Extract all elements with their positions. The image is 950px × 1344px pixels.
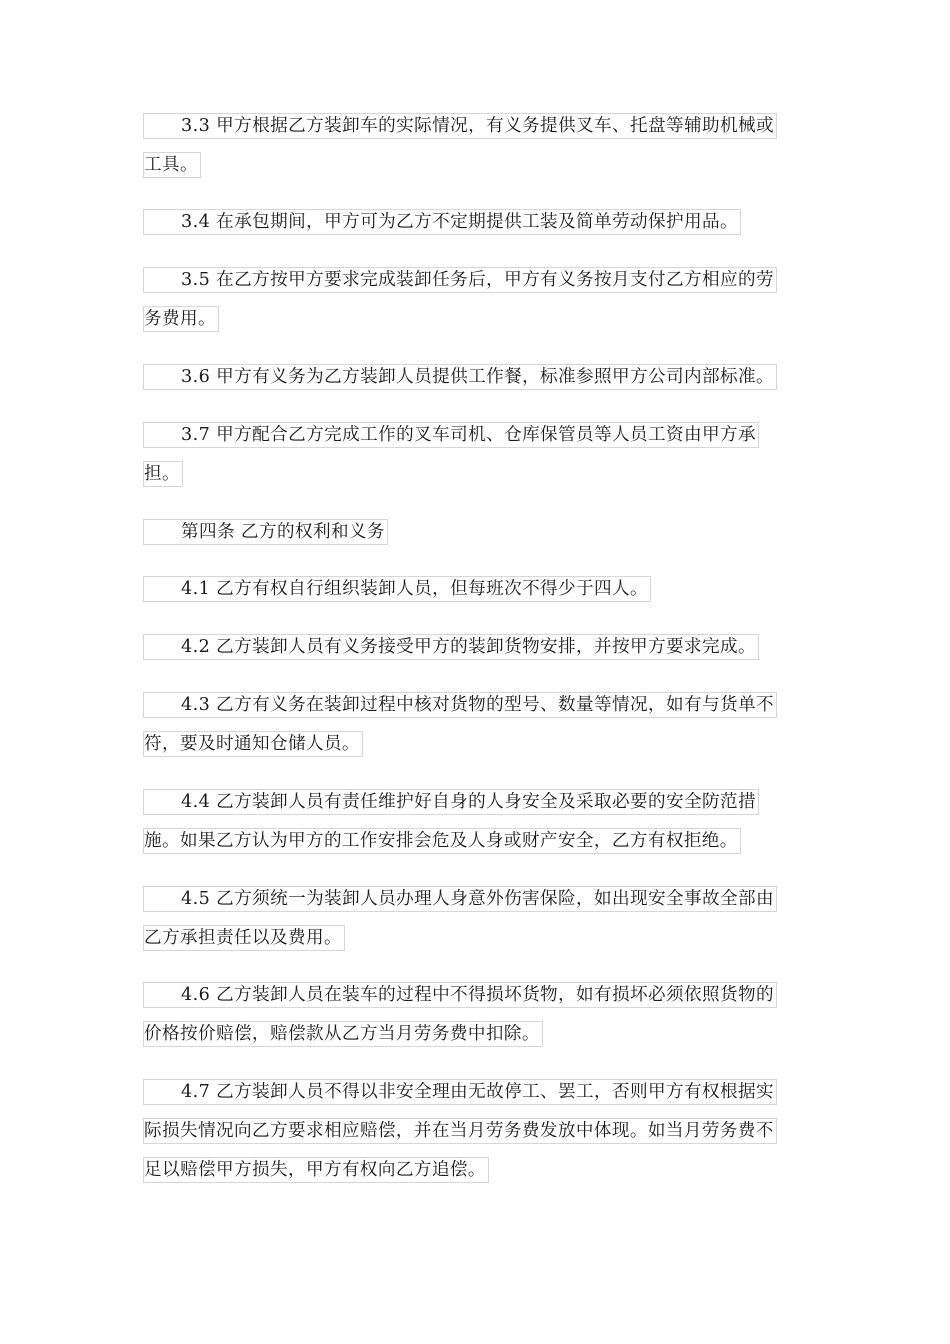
clause-text: 4.1 乙方有权自行组织装卸人员，但每班次不得少于四人。 <box>143 576 651 602</box>
clause-text: 施。如果乙方认为甲方的工作安排会危及人身或财产安全，乙方有权拒绝。 <box>143 828 741 854</box>
clause-4-3 <box>143 692 809 770</box>
clause-3-7 <box>143 422 809 500</box>
clause-text: 4.2 乙方装卸人员有义务接受甲方的装卸货物安排，并按甲方要求完成。 <box>143 634 759 660</box>
clause-4-2 <box>143 634 809 673</box>
clause-text: 务费用。 <box>143 306 219 332</box>
article-title: 第四条 乙方的权利和义务 <box>143 519 388 545</box>
clause-text: 4.6 乙方装卸人员在装车的过程中不得损坏货物，如有损坏必须依照货物的 <box>143 982 777 1008</box>
article-4-heading <box>143 519 809 558</box>
clause-text: 4.5 乙方须统一为装卸人员办理人身意外伤害保险，如出现安全事故全部由 <box>143 886 777 912</box>
clause-text: 价格按价赔偿，赔偿款从乙方当月劳务费中扣除。 <box>143 1021 543 1047</box>
clause-4-5 <box>143 886 809 964</box>
clause-text: 3.7 甲方配合乙方完成工作的叉车司机、仓库保管员等人员工资由甲方承 <box>143 422 759 448</box>
clause-4-4 <box>143 789 809 867</box>
clause-text: 担。 <box>143 461 183 487</box>
clause-text: 3.4 在承包期间，甲方可为乙方不定期提供工装及简单劳动保护用品。 <box>143 209 741 235</box>
clause-3-5 <box>143 267 809 345</box>
clause-3-6 <box>143 364 809 403</box>
clause-text: 乙方承担责任以及费用。 <box>143 925 345 951</box>
clause-text: 足以赔偿甲方损失，甲方有权向乙方追偿。 <box>143 1157 489 1183</box>
clause-text: 符，要及时通知仓储人员。 <box>143 731 363 757</box>
clause-text: 4.7 乙方装卸人员不得以非安全理由无故停工、罢工，否则甲方有权根据实 <box>143 1079 777 1105</box>
clause-3-3 <box>143 113 809 191</box>
clause-4-6 <box>143 982 809 1060</box>
clause-4-7 <box>143 1079 809 1196</box>
clause-text: 4.3 乙方有义务在装卸过程中核对货物的型号、数量等情况，如有与货单不 <box>143 692 777 718</box>
clause-text: 3.3 甲方根据乙方装卸车的实际情况，有义务提供叉车、托盘等辅助机械或 <box>143 113 777 139</box>
clause-4-1 <box>143 576 809 615</box>
clause-text: 际损失情况向乙方要求相应赔偿，并在当月劳务费发放中体现。如当月劳务费不 <box>143 1118 777 1144</box>
clause-3-4 <box>143 209 809 248</box>
clause-text: 3.5 在乙方按甲方要求完成装卸任务后，甲方有义务按月支付乙方相应的劳 <box>143 267 777 293</box>
clause-text: 3.6 甲方有义务为乙方装卸人员提供工作餐，标准参照甲方公司内部标准。 <box>143 364 777 390</box>
clause-text: 工具。 <box>143 152 201 178</box>
clause-text: 4.4 乙方装卸人员有责任维护好自身的人身安全及采取必要的安全防范措 <box>143 789 759 815</box>
